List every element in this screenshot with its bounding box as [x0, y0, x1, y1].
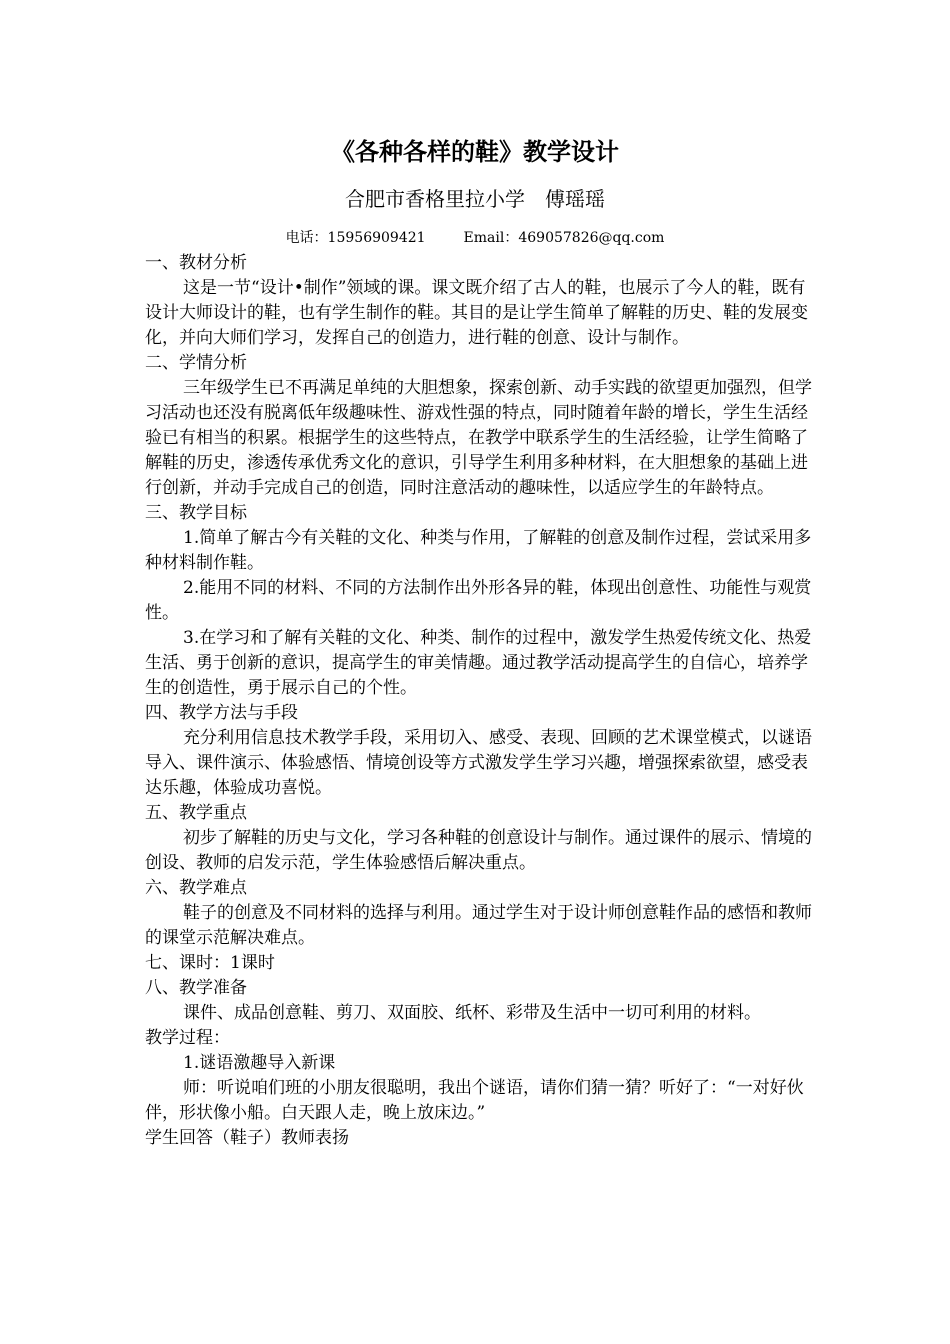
contact-line	[0, 228, 950, 248]
process-teacher-line: 师：听说咱们班的小朋友很聪明，我出个谜语，请你们猜一猜？听好了：“一对好伙伴，形状像小船。白天跟人走，晚上放床边。”	[145, 1078, 804, 1123]
section-heading-difficulties: 六、教学难点	[145, 878, 247, 898]
section-heading-materials: 一、教材分析	[145, 253, 247, 273]
process-step-1: 1.谜语激趣导入新课	[183, 1053, 336, 1073]
document-body	[145, 251, 813, 1151]
process-student-line: 学生回答（鞋子）教师表扬	[145, 1128, 349, 1148]
section-heading-duration: 七、课时：1课时	[145, 953, 275, 973]
section-text-difficulties: 鞋子的创意及不同材料的选择与利用。通过学生对于设计师创意鞋作品的感悟和教师的课堂示范解决难点。	[145, 903, 812, 948]
author-line: 合肥市香格里拉小学 傅瑶瑶	[345, 187, 605, 211]
section-heading-preparation: 八、教学准备	[145, 978, 247, 998]
goal-item-3: 3.在学习和了解有关鞋的文化、种类、制作的过程中，激发学生热爱传统文化、热爱生活、勇于创新的意识，提高学生的审美情趣。通过教学活动提高学生的自信心，培养学生的创造性，勇于展示自己的个性。	[145, 628, 812, 698]
section-text-key-points: 初步了解鞋的历史与文化，学习各种鞋的创意设计与制作。通过课件的展示、情境的创设、教师的启发示范，学生体验感悟后解决重点。	[145, 828, 812, 873]
section-text-materials: 这是一节“设计•制作”领域的课。课文既介绍了古人的鞋，也展示了今人的鞋，既有设计大师设计的鞋，也有学生制作的鞋。其目的是让学生简单了解鞋的历史、鞋的发展变化，并向大师们学习，发挥自己的创造力，进行鞋的创意、设计与制作。	[145, 278, 808, 348]
document-title: 《各种各样的鞋》教学设计	[331, 138, 619, 166]
section-text-methods: 充分利用信息技术教学手段，采用切入、感受、表现、回顾的艺术课堂模式，以谜语导入、课件演示、体验感悟、情境创设等方式激发学生学习兴趣，增强探索欲望，感受表达乐趣，体验成功喜悦。	[145, 728, 812, 798]
goal-item-1: 1.简单了解古今有关鞋的文化、种类与作用，了解鞋的创意及制作过程，尝试采用多种材料制作鞋。	[145, 528, 812, 573]
goal-item-2: 2.能用不同的材料、不同的方法制作出外形各异的鞋，体现出创意性、功能性与观赏性。	[145, 578, 812, 623]
process-heading: 教学过程：	[145, 1028, 230, 1048]
section-heading-methods: 四、教学方法与手段	[145, 703, 298, 723]
section-text-preparation: 课件、成品创意鞋、剪刀、双面胶、纸杯、彩带及生活中一切可利用的材料。	[183, 1003, 761, 1023]
section-text-students: 三年级学生已不再满足单纯的大胆想象，探索创新、动手实践的欲望更加强烈，但学习活动也还没有脱离低年级趣味性、游戏性强的特点，同时随着年龄的增长，学生生活经验已有相当的积累。根据学生的这些特点，在教学中联系学生的生活经验，让学生简略了解鞋的历史，渗透传承优秀文化的意识，引导学生利用多种材料，在大胆想象的基础上进行创新，并动手完成自己的创造，同时注意活动的趣味性，以适应学生的年龄特点。	[145, 378, 812, 498]
section-heading-goals: 三、教学目标	[145, 503, 247, 523]
section-heading-key-points: 五、教学重点	[145, 803, 247, 823]
phone-number: 电话：15956909421	[285, 230, 426, 246]
section-heading-students: 二、学情分析	[145, 353, 247, 373]
email-address: Email：469057826@qq.com	[463, 230, 665, 246]
